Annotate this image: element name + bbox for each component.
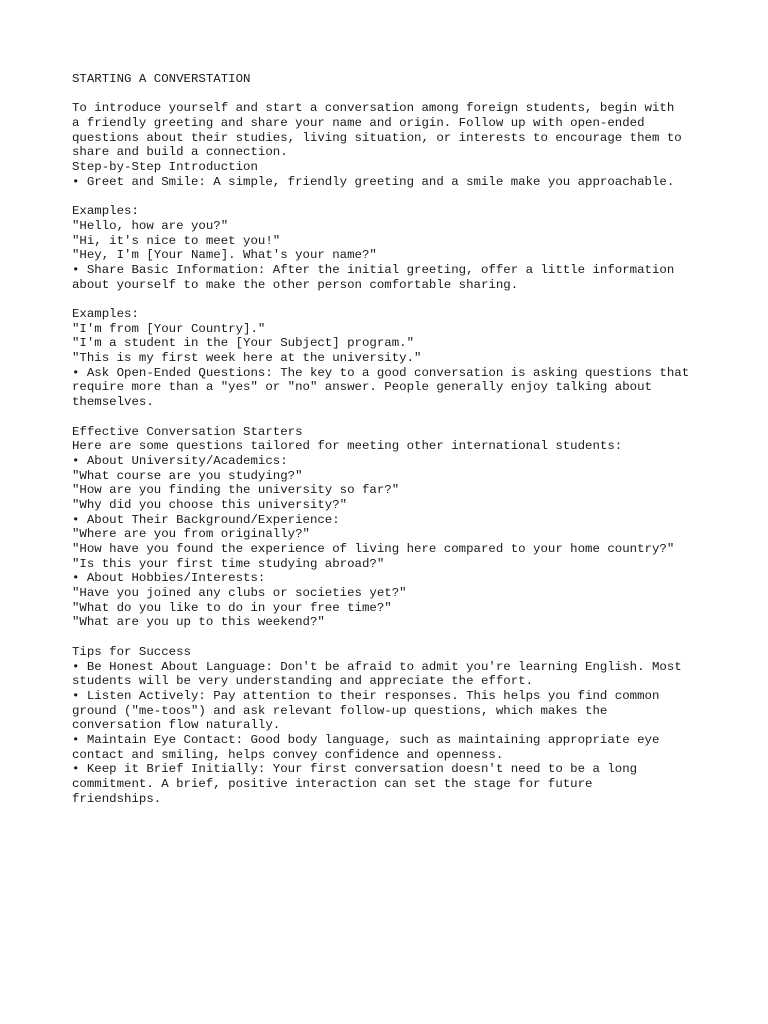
- tip-bullet: • Be Honest About Language: Don't be afraid to admit you're learning English. Most: [72, 659, 682, 674]
- question-line: "What are you up to this weekend?": [72, 615, 325, 630]
- tip-bullet-cont: contact and smiling, helps convey confidence and openness.: [72, 747, 504, 762]
- question-line: "Have you joined any clubs or societies yet?": [72, 586, 407, 601]
- tip-bullet: • Listen Actively: Pay attention to their responses. This helps you find common: [72, 688, 660, 703]
- question-line: "Why did you choose this university?": [72, 497, 348, 512]
- example-line: "I'm a student in the [Your Subject] program.": [72, 336, 415, 351]
- intro-line: a friendly greeting and share your name and origin. Follow up with open-ended: [72, 116, 645, 131]
- tip-bullet-cont: commitment. A brief, positive interaction can set the stage for future: [72, 777, 593, 791]
- intro-paragraph: [72, 101, 712, 160]
- intro-line: questions about their studies, living situation, or interests to encourage them to: [72, 130, 682, 145]
- tip-bullet: • Maintain Eye Contact: Good body language, such as maintaining appropriate eye: [72, 732, 660, 747]
- starters-intro: Here are some questions tailored for meeting other international students:: [72, 439, 623, 454]
- question-line: "How have you found the experience of living here compared to your home country?": [72, 542, 675, 556]
- spacer: [72, 87, 712, 102]
- document-page: [72, 72, 712, 806]
- question-line: "What do you like to do in your free time?": [72, 600, 392, 615]
- ask-bullet-cont: themselves.: [72, 395, 154, 410]
- example-line: "Hey, I'm [Your Name]. What's your name?": [72, 248, 377, 263]
- step-heading: Step-by-Step Introduction: [72, 160, 258, 175]
- ask-bullet: • Ask Open-Ended Questions: The key to a good conversation is asking questions that: [72, 365, 690, 380]
- examples-label: Examples:: [72, 204, 139, 219]
- tips-heading: Tips for Success: [72, 644, 191, 659]
- tip-bullet-cont: conversation flow naturally.: [72, 718, 281, 733]
- question-line: "How are you finding the university so far?": [72, 483, 400, 498]
- spacer: [72, 292, 712, 307]
- spacer: [72, 630, 712, 645]
- example-line: "This is my first week here at the university.": [72, 351, 422, 366]
- share-bullet-cont: about yourself to make the other person comfortable sharing.: [72, 277, 519, 292]
- greet-bullet: • Greet and Smile: A simple, friendly greeting and a smile make you approachable.: [72, 174, 675, 189]
- examples-label: Examples:: [72, 307, 139, 321]
- example-line: "I'm from [Your Country].": [72, 321, 266, 336]
- tip-bullet-cont: students will be very understanding and appreciate the effort.: [72, 674, 534, 689]
- starters-heading: Effective Conversation Starters: [72, 424, 303, 439]
- hobbies-label: • About Hobbies/Interests:: [72, 571, 266, 586]
- share-bullet: • Share Basic Information: After the initial greeting, offer a little information: [72, 262, 675, 277]
- example-line: "Hi, it's nice to meet you!": [72, 233, 281, 248]
- ask-bullet-cont: require more than a "yes" or "no" answer. People generally enjoy talking about: [72, 380, 652, 395]
- example-line: "Hello, how are you?": [72, 218, 229, 233]
- tip-bullet-cont: friendships.: [72, 791, 162, 806]
- question-line: "Is this your first time studying abroad?": [72, 556, 385, 571]
- tip-bullet-cont: ground ("me-toos") and ask relevant follow-up questions, which makes the: [72, 703, 608, 718]
- background-label: • About Their Background/Experience:: [72, 512, 340, 527]
- question-line: "What course are you studying?": [72, 468, 303, 483]
- academics-label: • About University/Academics:: [72, 453, 288, 468]
- question-line: "Where are you from originally?": [72, 527, 310, 542]
- document-title: STARTING A CONVERSTATION: [72, 72, 251, 86]
- spacer: [72, 190, 712, 205]
- intro-line: share and build a connection.: [72, 145, 288, 160]
- tip-bullet: • Keep it Brief Initially: Your first conversation doesn't need to be a long: [72, 762, 638, 777]
- intro-line: To introduce yourself and start a conversation among foreign students, begin with: [72, 101, 675, 116]
- spacer: [72, 410, 712, 425]
